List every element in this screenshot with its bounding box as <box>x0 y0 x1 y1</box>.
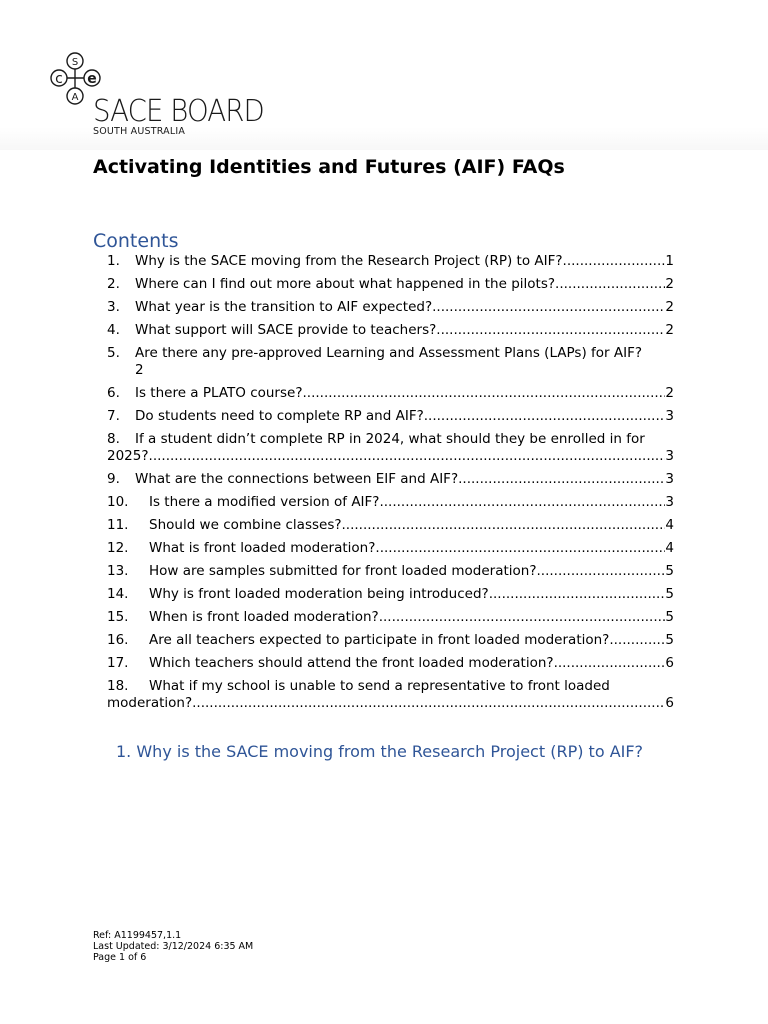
toc-leader-dots <box>436 322 665 339</box>
toc-entry-number: 5. <box>107 345 120 361</box>
toc-entry-number: 15. <box>107 609 129 625</box>
toc-entry-number: 18. <box>107 678 129 694</box>
toc-entry-number: 7. <box>107 408 120 424</box>
toc-entry[interactable] <box>107 431 674 465</box>
toc-entry-page: 5 <box>665 632 674 648</box>
toc-entry-page: 5 <box>665 563 674 579</box>
footer-last-updated: Last Updated: 3/12/2024 6:35 AM <box>93 941 254 952</box>
page-footer <box>93 930 253 963</box>
logo-wordmark: SACE BOARD <box>93 94 264 129</box>
toc-leader-dots <box>375 540 665 557</box>
table-of-contents <box>107 253 674 718</box>
toc-entry-text: How are samples submitted for front loaded moderation? <box>149 563 537 579</box>
toc-entry[interactable] <box>107 276 674 293</box>
toc-leader-dots <box>537 563 666 580</box>
toc-entry-text: What support will SACE provide to teachers? <box>135 322 437 338</box>
toc-entry-text: Where can I find out more about what happened in the pilots? <box>135 276 556 292</box>
toc-entry-number: 3. <box>107 299 120 315</box>
toc-entry-text: Which teachers should attend the front loaded moderation? <box>149 655 554 671</box>
toc-entry-page: 3 <box>665 494 674 510</box>
toc-entry-page: 6 <box>665 655 674 671</box>
toc-leader-dots <box>609 632 665 649</box>
toc-entry-text: What is front loaded moderation? <box>149 540 376 556</box>
toc-entry-text: Is there a PLATO course? <box>135 385 303 401</box>
toc-entry[interactable] <box>107 385 674 402</box>
toc-entry[interactable] <box>107 408 674 425</box>
toc-entry[interactable] <box>107 632 674 649</box>
logo-letter-c: c <box>55 71 63 87</box>
toc-entry[interactable] <box>107 253 674 270</box>
toc-entry-text: Is there a modified version of AIF? <box>149 494 380 510</box>
toc-entry-text: What year is the transition to AIF expected? <box>135 299 433 315</box>
toc-entry-page: 4 <box>665 517 674 533</box>
toc-entry-page: 4 <box>665 540 674 556</box>
toc-leader-dots <box>342 517 666 534</box>
logo-letter-a: A <box>71 92 79 103</box>
toc-entry-text: Should we combine classes? <box>149 517 342 533</box>
footer-page-number: Page 1 of 6 <box>93 952 147 963</box>
footer-ref: Ref: A1199457,1.1 <box>93 930 182 941</box>
toc-entry-text: What if my school is unable to send a representative to front loaded <box>149 678 610 694</box>
toc-entry-number: 16. <box>107 632 129 648</box>
toc-leader-dots <box>303 385 666 402</box>
toc-entry-text-continued: moderation? <box>107 695 193 711</box>
toc-entry-number: 14. <box>107 586 129 602</box>
toc-entry[interactable] <box>107 563 674 580</box>
toc-entry-page: 2 <box>665 322 674 338</box>
toc-entry-number: 17. <box>107 655 129 671</box>
toc-entry[interactable] <box>107 345 674 379</box>
toc-entry-number: 13. <box>107 563 129 579</box>
toc-entry-text: Do students need to complete RP and AIF? <box>135 408 424 424</box>
toc-entry[interactable] <box>107 471 674 488</box>
toc-entry-page: 5 <box>665 609 674 625</box>
toc-entry-text: Why is the SACE moving from the Research Project (RP) to AIF? <box>135 253 563 269</box>
toc-entry[interactable] <box>107 322 674 339</box>
toc-entry-text: Are there any pre-approved Learning and Assessment Plans (LAPs) for AIF? <box>135 345 643 361</box>
toc-entry-number: 1. <box>107 253 120 269</box>
toc-entry-text: Are all teachers expected to participate in front loaded moderation? <box>149 632 610 648</box>
toc-entry-page: 2 <box>135 362 144 378</box>
section-heading: 1. Why is the SACE moving from the Research Project (RP) to AIF? <box>116 742 644 761</box>
toc-entry[interactable] <box>107 494 674 511</box>
document-title: Activating Identities and Futures (AIF) FAQs <box>93 156 565 178</box>
toc-entry-number: 8. <box>107 431 120 447</box>
logo-letter-e: e <box>87 71 97 87</box>
toc-leader-dots <box>192 695 665 712</box>
toc-entry-number: 4. <box>107 322 120 338</box>
toc-entry-page: 2 <box>665 299 674 315</box>
toc-leader-dots <box>149 448 666 465</box>
logo-subtitle: SOUTH AUSTRALIA <box>93 126 186 137</box>
toc-entry-text-continued: 2025? <box>107 448 149 464</box>
toc-entry[interactable] <box>107 517 674 534</box>
toc-entry-text: Why is front loaded moderation being introduced? <box>149 586 489 602</box>
logo-letter-s: S <box>71 57 79 68</box>
toc-entry-page: 2 <box>665 385 674 401</box>
toc-leader-dots <box>489 586 666 603</box>
toc-leader-dots <box>379 609 666 626</box>
toc-entry[interactable] <box>107 609 674 626</box>
toc-entry-number: 2. <box>107 276 120 292</box>
toc-entry-text: If a student didn’t complete RP in 2024, what should they be enrolled in for <box>135 431 645 447</box>
toc-leader-dots <box>379 494 665 511</box>
toc-entry-number: 11. <box>107 517 129 533</box>
toc-leader-dots <box>424 408 666 425</box>
contents-heading: Contents <box>93 230 179 252</box>
toc-entry-page: 3 <box>665 408 674 424</box>
toc-entry[interactable] <box>107 586 674 603</box>
toc-entry-page: 1 <box>665 253 674 269</box>
toc-leader-dots <box>458 471 665 488</box>
toc-entry-page: 6 <box>665 695 674 711</box>
toc-leader-dots <box>563 253 666 270</box>
toc-entry-text: What are the connections between EIF and AIF? <box>135 471 459 487</box>
toc-entry[interactable] <box>107 540 674 557</box>
toc-leader-dots <box>555 276 665 293</box>
toc-entry-page: 3 <box>665 448 674 464</box>
toc-entry-number: 6. <box>107 385 120 401</box>
toc-entry-number: 10. <box>107 494 129 510</box>
toc-entry-page: 3 <box>665 471 674 487</box>
toc-entry-page: 2 <box>665 276 674 292</box>
toc-leader-dots <box>432 299 665 316</box>
toc-entry[interactable] <box>107 655 674 672</box>
toc-entry[interactable] <box>107 678 674 712</box>
toc-entry-text: When is front loaded moderation? <box>149 609 379 625</box>
toc-entry-number: 9. <box>107 471 120 487</box>
toc-leader-dots <box>554 655 666 672</box>
toc-entry-number: 12. <box>107 540 129 556</box>
sace-board-logo <box>44 50 284 140</box>
toc-entry-page: 5 <box>665 586 674 602</box>
toc-entry[interactable] <box>107 299 674 316</box>
